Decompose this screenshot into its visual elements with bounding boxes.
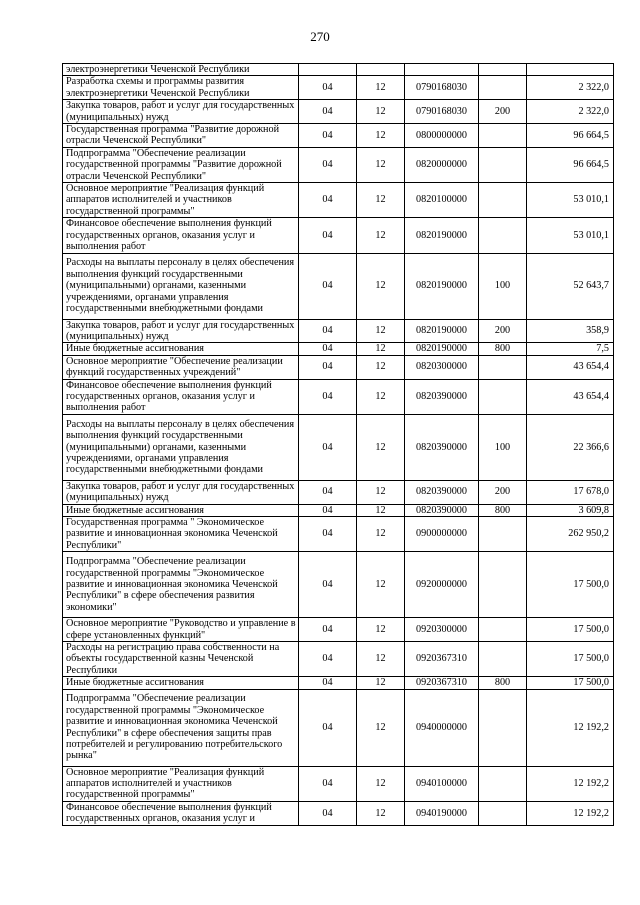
row-section-cell: 04 — [299, 343, 357, 355]
row-target-article-cell: 0820300000 — [405, 355, 479, 379]
row-name-cell: Основное мероприятие "Руководство и управление в сфере установленных функций" — [63, 618, 299, 642]
row-expense-type-cell — [479, 355, 527, 379]
table-row — [63, 516, 614, 551]
row-subsection-cell: 12 — [357, 355, 405, 379]
row-amount-cell: 53 010,1 — [527, 183, 614, 218]
row-amount-cell: 43 654,4 — [527, 379, 614, 414]
row-amount-cell: 3 609,8 — [527, 504, 614, 516]
row-subsection-cell: 12 — [357, 480, 405, 504]
row-expense-type-cell — [479, 618, 527, 642]
table-row — [63, 64, 614, 76]
row-expense-type-cell — [479, 801, 527, 825]
row-expense-type-cell: 800 — [479, 677, 527, 689]
row-section-cell: 04 — [299, 355, 357, 379]
row-name-cell: Основное мероприятие "Реализация функций аппаратов исполнителей и участников государственной программы" — [63, 183, 299, 218]
table-row — [63, 766, 614, 801]
row-expense-type-cell — [479, 76, 527, 100]
row-expense-type-cell: 800 — [479, 504, 527, 516]
row-target-article-cell: 0820190000 — [405, 253, 479, 319]
row-amount-cell: 12 192,2 — [527, 801, 614, 825]
row-name-cell: Финансовое обеспечение выполнения функций государственных органов, оказания услуг и — [63, 801, 299, 825]
table-row — [63, 253, 614, 319]
table-row — [63, 480, 614, 504]
row-section-cell: 04 — [299, 642, 357, 677]
row-section-cell: 04 — [299, 124, 357, 148]
row-amount-cell: 17 500,0 — [527, 642, 614, 677]
row-expense-type-cell: 200 — [479, 100, 527, 124]
row-section-cell: 04 — [299, 689, 357, 766]
row-name-cell: Закупка товаров, работ и услуг для государственных (муниципальных) нужд — [63, 319, 299, 343]
table-row — [63, 677, 614, 689]
row-expense-type-cell — [479, 516, 527, 551]
row-target-article-cell: 0800000000 — [405, 124, 479, 148]
row-amount-cell: 17 500,0 — [527, 618, 614, 642]
row-subsection-cell: 12 — [357, 124, 405, 148]
row-section-cell — [299, 64, 357, 76]
row-expense-type-cell — [479, 689, 527, 766]
row-subsection-cell: 12 — [357, 689, 405, 766]
row-target-article-cell: 0940100000 — [405, 766, 479, 801]
table-row — [63, 218, 614, 253]
row-section-cell: 04 — [299, 218, 357, 253]
row-section-cell: 04 — [299, 516, 357, 551]
row-subsection-cell — [357, 64, 405, 76]
row-amount-cell: 52 643,7 — [527, 253, 614, 319]
row-expense-type-cell — [479, 642, 527, 677]
row-target-article-cell: 0900000000 — [405, 516, 479, 551]
row-target-article-cell: 0820190000 — [405, 218, 479, 253]
table-row — [63, 618, 614, 642]
row-amount-cell: 17 678,0 — [527, 480, 614, 504]
row-subsection-cell: 12 — [357, 253, 405, 319]
table-row — [63, 355, 614, 379]
row-target-article-cell: 0940190000 — [405, 801, 479, 825]
row-subsection-cell: 12 — [357, 319, 405, 343]
row-section-cell: 04 — [299, 100, 357, 124]
row-amount-cell: 96 664,5 — [527, 147, 614, 182]
row-amount-cell: 12 192,2 — [527, 689, 614, 766]
row-section-cell: 04 — [299, 253, 357, 319]
row-expense-type-cell — [479, 552, 527, 618]
row-name-cell: Подпрограмма "Обеспечение реализации государственной программы "Развитие дорожной отрасли Чеченской Республики" — [63, 147, 299, 182]
table-row — [63, 504, 614, 516]
row-subsection-cell: 12 — [357, 552, 405, 618]
row-target-article-cell: 0920367310 — [405, 642, 479, 677]
table-row — [63, 319, 614, 343]
row-section-cell: 04 — [299, 618, 357, 642]
row-target-article-cell: 0920000000 — [405, 552, 479, 618]
row-target-article-cell: 0920367310 — [405, 677, 479, 689]
row-section-cell: 04 — [299, 319, 357, 343]
row-section-cell: 04 — [299, 147, 357, 182]
row-section-cell: 04 — [299, 76, 357, 100]
table-row — [63, 343, 614, 355]
row-name-cell: Иные бюджетные ассигнования — [63, 504, 299, 516]
row-name-cell: Государственная программа " Экономическое развитие и инновационная экономика Чеченской Республики" — [63, 516, 299, 551]
row-expense-type-cell — [479, 124, 527, 148]
row-subsection-cell: 12 — [357, 379, 405, 414]
row-target-article-cell: 0790168030 — [405, 100, 479, 124]
row-section-cell: 04 — [299, 504, 357, 516]
row-amount-cell: 262 950,2 — [527, 516, 614, 551]
row-subsection-cell: 12 — [357, 100, 405, 124]
row-name-cell: Разработка схемы и программы развития электроэнергетики Чеченской Республики — [63, 76, 299, 100]
row-subsection-cell: 12 — [357, 414, 405, 480]
row-expense-type-cell: 200 — [479, 480, 527, 504]
row-subsection-cell: 12 — [357, 183, 405, 218]
table-row — [63, 552, 614, 618]
row-target-article-cell — [405, 64, 479, 76]
row-amount-cell — [527, 64, 614, 76]
row-subsection-cell: 12 — [357, 343, 405, 355]
row-amount-cell: 22 366,6 — [527, 414, 614, 480]
row-name-cell: Закупка товаров, работ и услуг для государственных (муниципальных) нужд — [63, 100, 299, 124]
row-name-cell: электроэнергетики Чеченской Республики — [63, 64, 299, 76]
row-expense-type-cell — [479, 183, 527, 218]
row-target-article-cell: 0820390000 — [405, 480, 479, 504]
row-name-cell: Основное мероприятие "Реализация функций аппаратов исполнителей и участников государственной программы" — [63, 766, 299, 801]
row-subsection-cell: 12 — [357, 218, 405, 253]
row-amount-cell: 43 654,4 — [527, 355, 614, 379]
row-amount-cell: 53 010,1 — [527, 218, 614, 253]
row-name-cell: Иные бюджетные ассигнования — [63, 677, 299, 689]
table-row — [63, 100, 614, 124]
row-subsection-cell: 12 — [357, 504, 405, 516]
page-number: 270 — [310, 29, 330, 44]
row-name-cell: Подпрограмма "Обеспечение реализации государственной программы "Экономическое развитие и инновационная экономика Чеченской Республики" в сфере обеспечения защиты прав потребителей и регулированию потребительского рынка" — [63, 689, 299, 766]
row-target-article-cell: 0820390000 — [405, 414, 479, 480]
row-section-cell: 04 — [299, 414, 357, 480]
row-expense-type-cell — [479, 218, 527, 253]
table-row — [63, 183, 614, 218]
table-row — [63, 414, 614, 480]
row-expense-type-cell — [479, 766, 527, 801]
row-target-article-cell: 0920300000 — [405, 618, 479, 642]
row-expense-type-cell: 100 — [479, 253, 527, 319]
row-target-article-cell: 0820190000 — [405, 343, 479, 355]
budget-table — [62, 63, 614, 826]
row-target-article-cell: 0820000000 — [405, 147, 479, 182]
row-amount-cell: 2 322,0 — [527, 100, 614, 124]
row-amount-cell: 17 500,0 — [527, 677, 614, 689]
table-row — [63, 147, 614, 182]
row-target-article-cell: 0790168030 — [405, 76, 479, 100]
table-row — [63, 689, 614, 766]
row-subsection-cell: 12 — [357, 147, 405, 182]
table-row — [63, 124, 614, 148]
row-expense-type-cell — [479, 64, 527, 76]
row-target-article-cell: 0820100000 — [405, 183, 479, 218]
table-row — [63, 76, 614, 100]
row-target-article-cell: 0940000000 — [405, 689, 479, 766]
row-name-cell: Закупка товаров, работ и услуг для государственных (муниципальных) нужд — [63, 480, 299, 504]
row-expense-type-cell — [479, 379, 527, 414]
row-name-cell: Иные бюджетные ассигнования — [63, 343, 299, 355]
row-amount-cell: 358,9 — [527, 319, 614, 343]
row-section-cell: 04 — [299, 379, 357, 414]
row-expense-type-cell: 100 — [479, 414, 527, 480]
table-row — [63, 379, 614, 414]
row-name-cell: Финансовое обеспечение выполнения функций государственных органов, оказания услуг и выполнения работ — [63, 379, 299, 414]
row-section-cell: 04 — [299, 183, 357, 218]
row-amount-cell: 17 500,0 — [527, 552, 614, 618]
row-subsection-cell: 12 — [357, 677, 405, 689]
row-section-cell: 04 — [299, 801, 357, 825]
row-subsection-cell: 12 — [357, 801, 405, 825]
table-row — [63, 642, 614, 677]
row-subsection-cell: 12 — [357, 618, 405, 642]
table-row — [63, 801, 614, 825]
row-name-cell: Финансовое обеспечение выполнения функций государственных органов, оказания услуг и выполнения работ — [63, 218, 299, 253]
row-name-cell: Подпрограмма "Обеспечение реализации государственной программы "Экономическое развитие и инновационная экономика Чеченской Республики" в сфере обеспечения развития экономики" — [63, 552, 299, 618]
row-expense-type-cell: 800 — [479, 343, 527, 355]
row-target-article-cell: 0820190000 — [405, 319, 479, 343]
row-section-cell: 04 — [299, 480, 357, 504]
row-amount-cell: 7,5 — [527, 343, 614, 355]
row-subsection-cell: 12 — [357, 642, 405, 677]
row-target-article-cell: 0820390000 — [405, 379, 479, 414]
row-amount-cell: 12 192,2 — [527, 766, 614, 801]
row-name-cell: Расходы на выплаты персоналу в целях обеспечения выполнения функций государственными (муниципальными) органами, казенными учреждениями, органами управления государственными внебюджетными фондами — [63, 253, 299, 319]
row-target-article-cell: 0820390000 — [405, 504, 479, 516]
row-name-cell: Основное мероприятие "Обеспечение реализации функций государственных учреждений" — [63, 355, 299, 379]
row-section-cell: 04 — [299, 677, 357, 689]
row-amount-cell: 96 664,5 — [527, 124, 614, 148]
row-expense-type-cell: 200 — [479, 319, 527, 343]
row-expense-type-cell — [479, 147, 527, 182]
row-section-cell: 04 — [299, 552, 357, 618]
row-name-cell: Государственная программа "Развитие дорожной отрасли Чеченской Республики" — [63, 124, 299, 148]
budget-table-body — [63, 64, 614, 826]
row-name-cell: Расходы на регистрацию права собственности на объекты государственной казны Чеченской Республики — [63, 642, 299, 677]
row-subsection-cell: 12 — [357, 766, 405, 801]
row-subsection-cell: 12 — [357, 76, 405, 100]
row-section-cell: 04 — [299, 766, 357, 801]
row-amount-cell: 2 322,0 — [527, 76, 614, 100]
row-subsection-cell: 12 — [357, 516, 405, 551]
row-name-cell: Расходы на выплаты персоналу в целях обеспечения выполнения функций государственными (муниципальными) органами, казенными учреждениями, органами управления государственными внебюджетными фондами — [63, 414, 299, 480]
